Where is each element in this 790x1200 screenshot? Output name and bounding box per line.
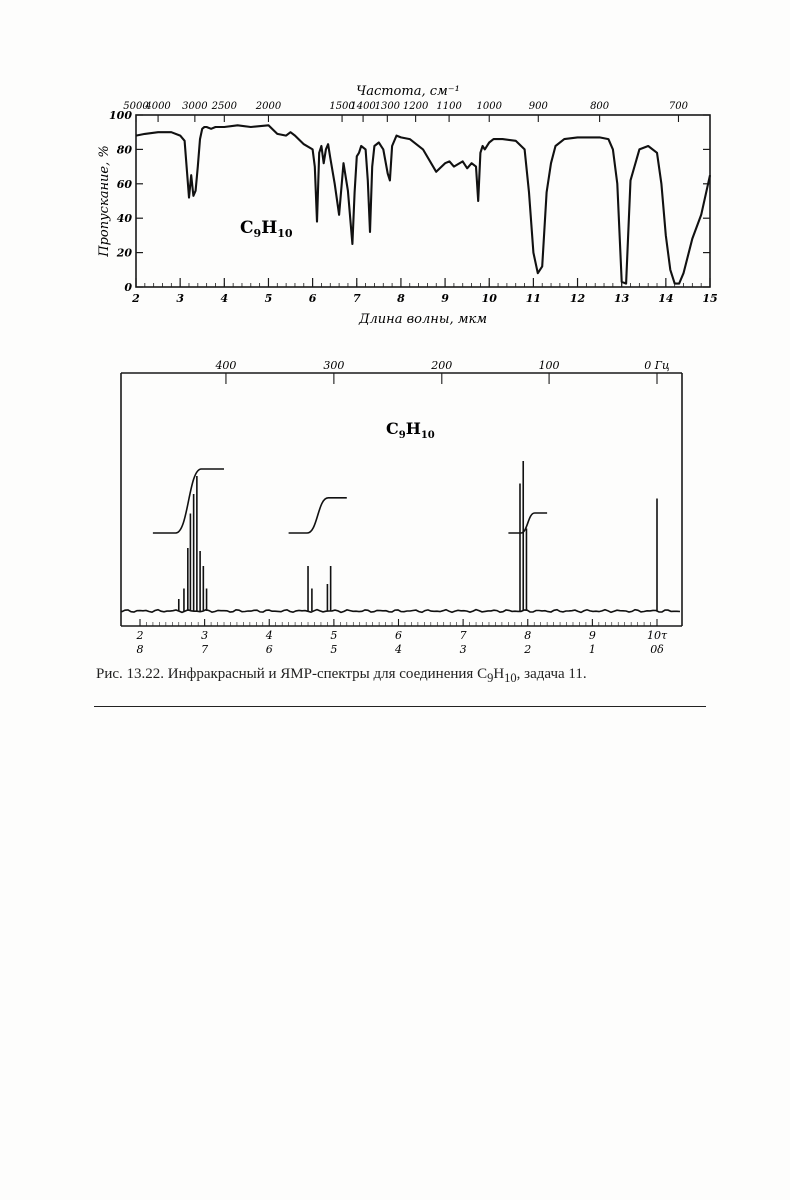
ir-x-tick-label: 11 (525, 292, 542, 305)
ir-top-axis-title: Частота, см⁻¹ (356, 84, 460, 99)
ir-x-tick-label: 5 (264, 292, 273, 305)
ir-x-tick-label: 10 (481, 292, 497, 305)
ir-y-tick-label: 40 (116, 212, 132, 226)
nmr-formula-label: $C_9H_{10}$ (386, 419, 435, 441)
ir-top-tick-label: 1100 (436, 101, 462, 112)
ir-x-tick-label: 8 (397, 292, 405, 305)
nmr-delta-tick-label: 1 (588, 643, 596, 656)
ir-x-tick-label: 2 (132, 292, 140, 305)
nmr-tau-tick-label: 5 (330, 629, 338, 642)
ir-x-tick-label: 15 (702, 292, 718, 305)
nmr-delta-tick-label: 6 (265, 643, 273, 656)
ir-x-tick-label: 4 (220, 292, 229, 305)
caption-rule (94, 706, 706, 707)
nmr-delta-tick-label: 2 (524, 643, 532, 656)
ir-top-tick-label: 1500 (329, 101, 355, 112)
ir-top-tick-label: 1200 (402, 101, 429, 112)
nmr-hz-tick-label: 400 (215, 359, 237, 372)
ir-x-tick-label: 12 (569, 292, 586, 305)
nmr-peaks (179, 461, 657, 611)
ir-x-tick-label: 6 (308, 292, 317, 305)
ir-top-tick-label: 5000 (123, 101, 149, 112)
ir-top-tick-label: 900 (528, 101, 548, 112)
nmr-chart (121, 359, 682, 656)
nmr-tau-tick-label: 7 (459, 629, 467, 642)
ir-x-tick-label: 14 (658, 292, 674, 305)
nmr-tau-tick-label: 4 (265, 629, 273, 642)
ir-top-tick-label: 800 (590, 101, 610, 112)
nmr-hz-tick-label: 0 Гц (644, 359, 670, 372)
nmr-tau-tick-label: 8 (524, 629, 532, 642)
ir-y-tick-label: 0 (124, 281, 132, 294)
nmr-tau-tick-label: 10τ (646, 629, 668, 642)
ir-x-tick-label: 13 (614, 292, 630, 305)
ir-x-tick-label: 9 (441, 292, 449, 305)
nmr-integral-curves (153, 469, 547, 533)
nmr-tau-tick-label: 3 (201, 629, 209, 642)
ir-y-tick-label: 100 (109, 109, 132, 122)
ir-y-axis-title: Пропускание, % (97, 145, 112, 257)
nmr-delta-tick-label: 0δ (650, 643, 664, 656)
nmr-delta-tick-label: 8 (136, 643, 144, 656)
ir-top-frequency-axis (123, 101, 688, 122)
ir-chart (97, 84, 718, 327)
figure-caption: Рис. 13.22. Инфракрасный и ЯМР-спектры для соединения $C_9H_{10}$, задача 11. (96, 666, 587, 685)
nmr-baseline (121, 610, 680, 613)
nmr-hz-tick-label: 200 (431, 359, 453, 372)
nmr-delta-tick-label: 4 (395, 643, 402, 656)
nmr-tau-tick-label: 6 (395, 629, 402, 642)
ir-top-tick-label: 700 (668, 101, 689, 112)
ir-y-tick-label: 60 (116, 177, 132, 191)
nmr-integral-step (289, 498, 347, 533)
nmr-hz-tick-label: 300 (323, 359, 345, 372)
ir-x-axis (131, 278, 717, 305)
nmr-delta-tick-label: 5 (330, 643, 338, 656)
ir-x-axis-title: Длина волны, мкм (358, 312, 488, 327)
ir-top-tick-label: 4000 (145, 101, 171, 112)
ir-plot-frame (136, 115, 710, 287)
ir-top-tick-label: 3000 (182, 101, 208, 112)
ir-top-tick-label: 2500 (211, 101, 238, 112)
nmr-integral-step (508, 513, 547, 533)
nmr-delta-tick-label: 7 (201, 643, 209, 656)
ir-top-tick-label: 1400 (350, 101, 376, 112)
ir-y-tick-label: 80 (116, 143, 132, 157)
ir-x-tick-label: 3 (176, 292, 184, 305)
ir-spectrum-line (136, 125, 710, 283)
nmr-integral-step (153, 469, 224, 533)
ir-top-tick-label: 1000 (476, 101, 502, 112)
nmr-tau-tick-label: 2 (136, 629, 144, 642)
nmr-tau-tick-label: 9 (588, 629, 596, 642)
nmr-delta-tick-label: 3 (459, 643, 467, 656)
ir-y-tick-label: 20 (116, 246, 132, 260)
nmr-hz-tick-label: 100 (538, 359, 560, 372)
ir-top-tick-label: 2000 (255, 101, 282, 112)
ir-top-tick-label: 1300 (374, 101, 401, 112)
ir-y-axis (109, 109, 710, 294)
ir-x-tick-label: 7 (352, 292, 361, 305)
ir-formula-label: $C_9H_{10}$ (240, 218, 293, 240)
